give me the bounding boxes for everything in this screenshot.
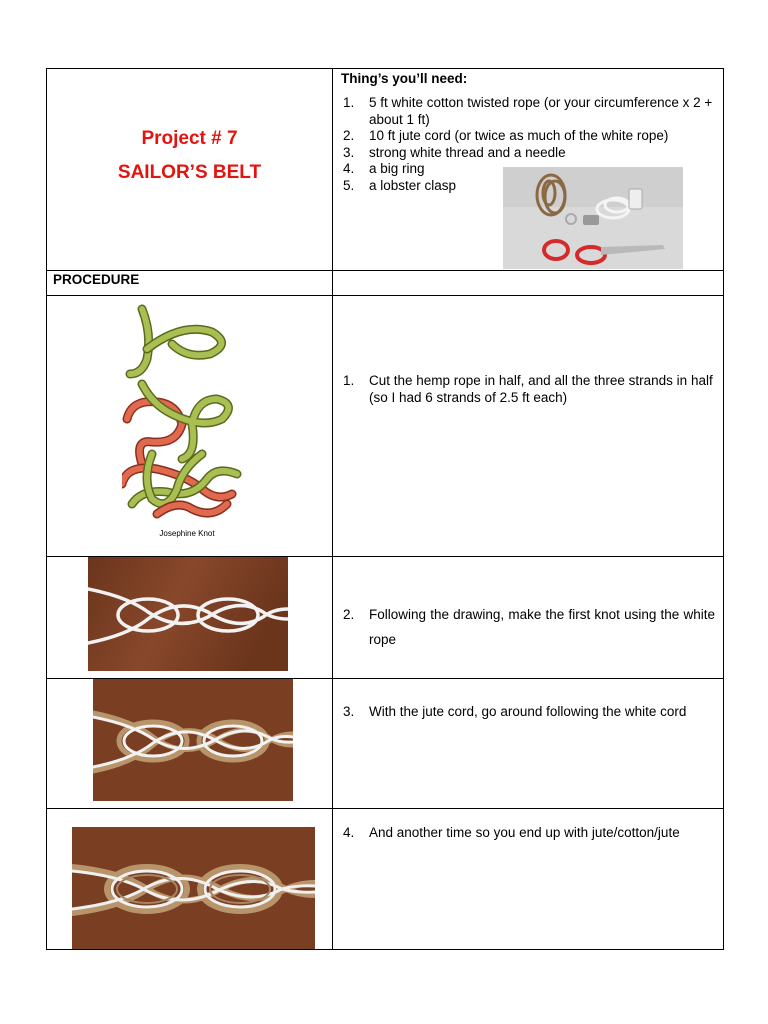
finished-knot-photo [72,827,315,949]
white-knot-photo [88,557,288,671]
step-1: 1. Cut the hemp rope in half, and all the three strands in half (so I had 6 strands of 2.5 ft each) [343,373,713,405]
list-item: 3. strong white thread and a needle [343,144,566,160]
josephine-knot-drawing [122,304,252,544]
step-1-cell [333,296,724,557]
project-table [46,68,724,950]
step-3-photo-cell [47,679,333,809]
materials-heading: Thing’s you’ll need: [341,71,468,86]
step-2-photo-cell [47,557,333,679]
list-item: 4. a big ring [343,161,425,176]
materials-cell [333,69,724,271]
step-2-cell [333,557,724,679]
supplies-photo [503,167,683,269]
procedure-label: PROCEDURE [53,272,140,287]
list-item: 5. a lobster clasp [343,177,457,193]
empty-cell [333,271,724,296]
step-2: 2. Following the drawing, make the first knot using the white rope [343,607,715,647]
step-3: 3. With the jute cord, go around following the white cord [343,704,687,719]
title-cell [47,69,333,271]
list-item: 2. 10 ft jute cord (or twice as much of the white rope) [343,128,669,143]
project-title: SAILOR’S BELT [117,162,262,183]
project-number: Project # 7 [141,128,238,149]
knot-drawing-cell [47,296,333,557]
procedure-cell [47,271,333,296]
step-4: 4. And another time so you end up with jute/cotton/jute [343,825,680,840]
step-4-photo-cell [47,809,333,950]
step-3-cell [333,679,724,809]
list-item: 1. 5 ft white cotton twisted rope (or your circumference x 2 + about 1 ft) [343,95,713,127]
drawing-caption: Josephine Knot [159,529,215,538]
jute-white-knot-photo [93,679,293,801]
step-4-cell [333,809,724,950]
